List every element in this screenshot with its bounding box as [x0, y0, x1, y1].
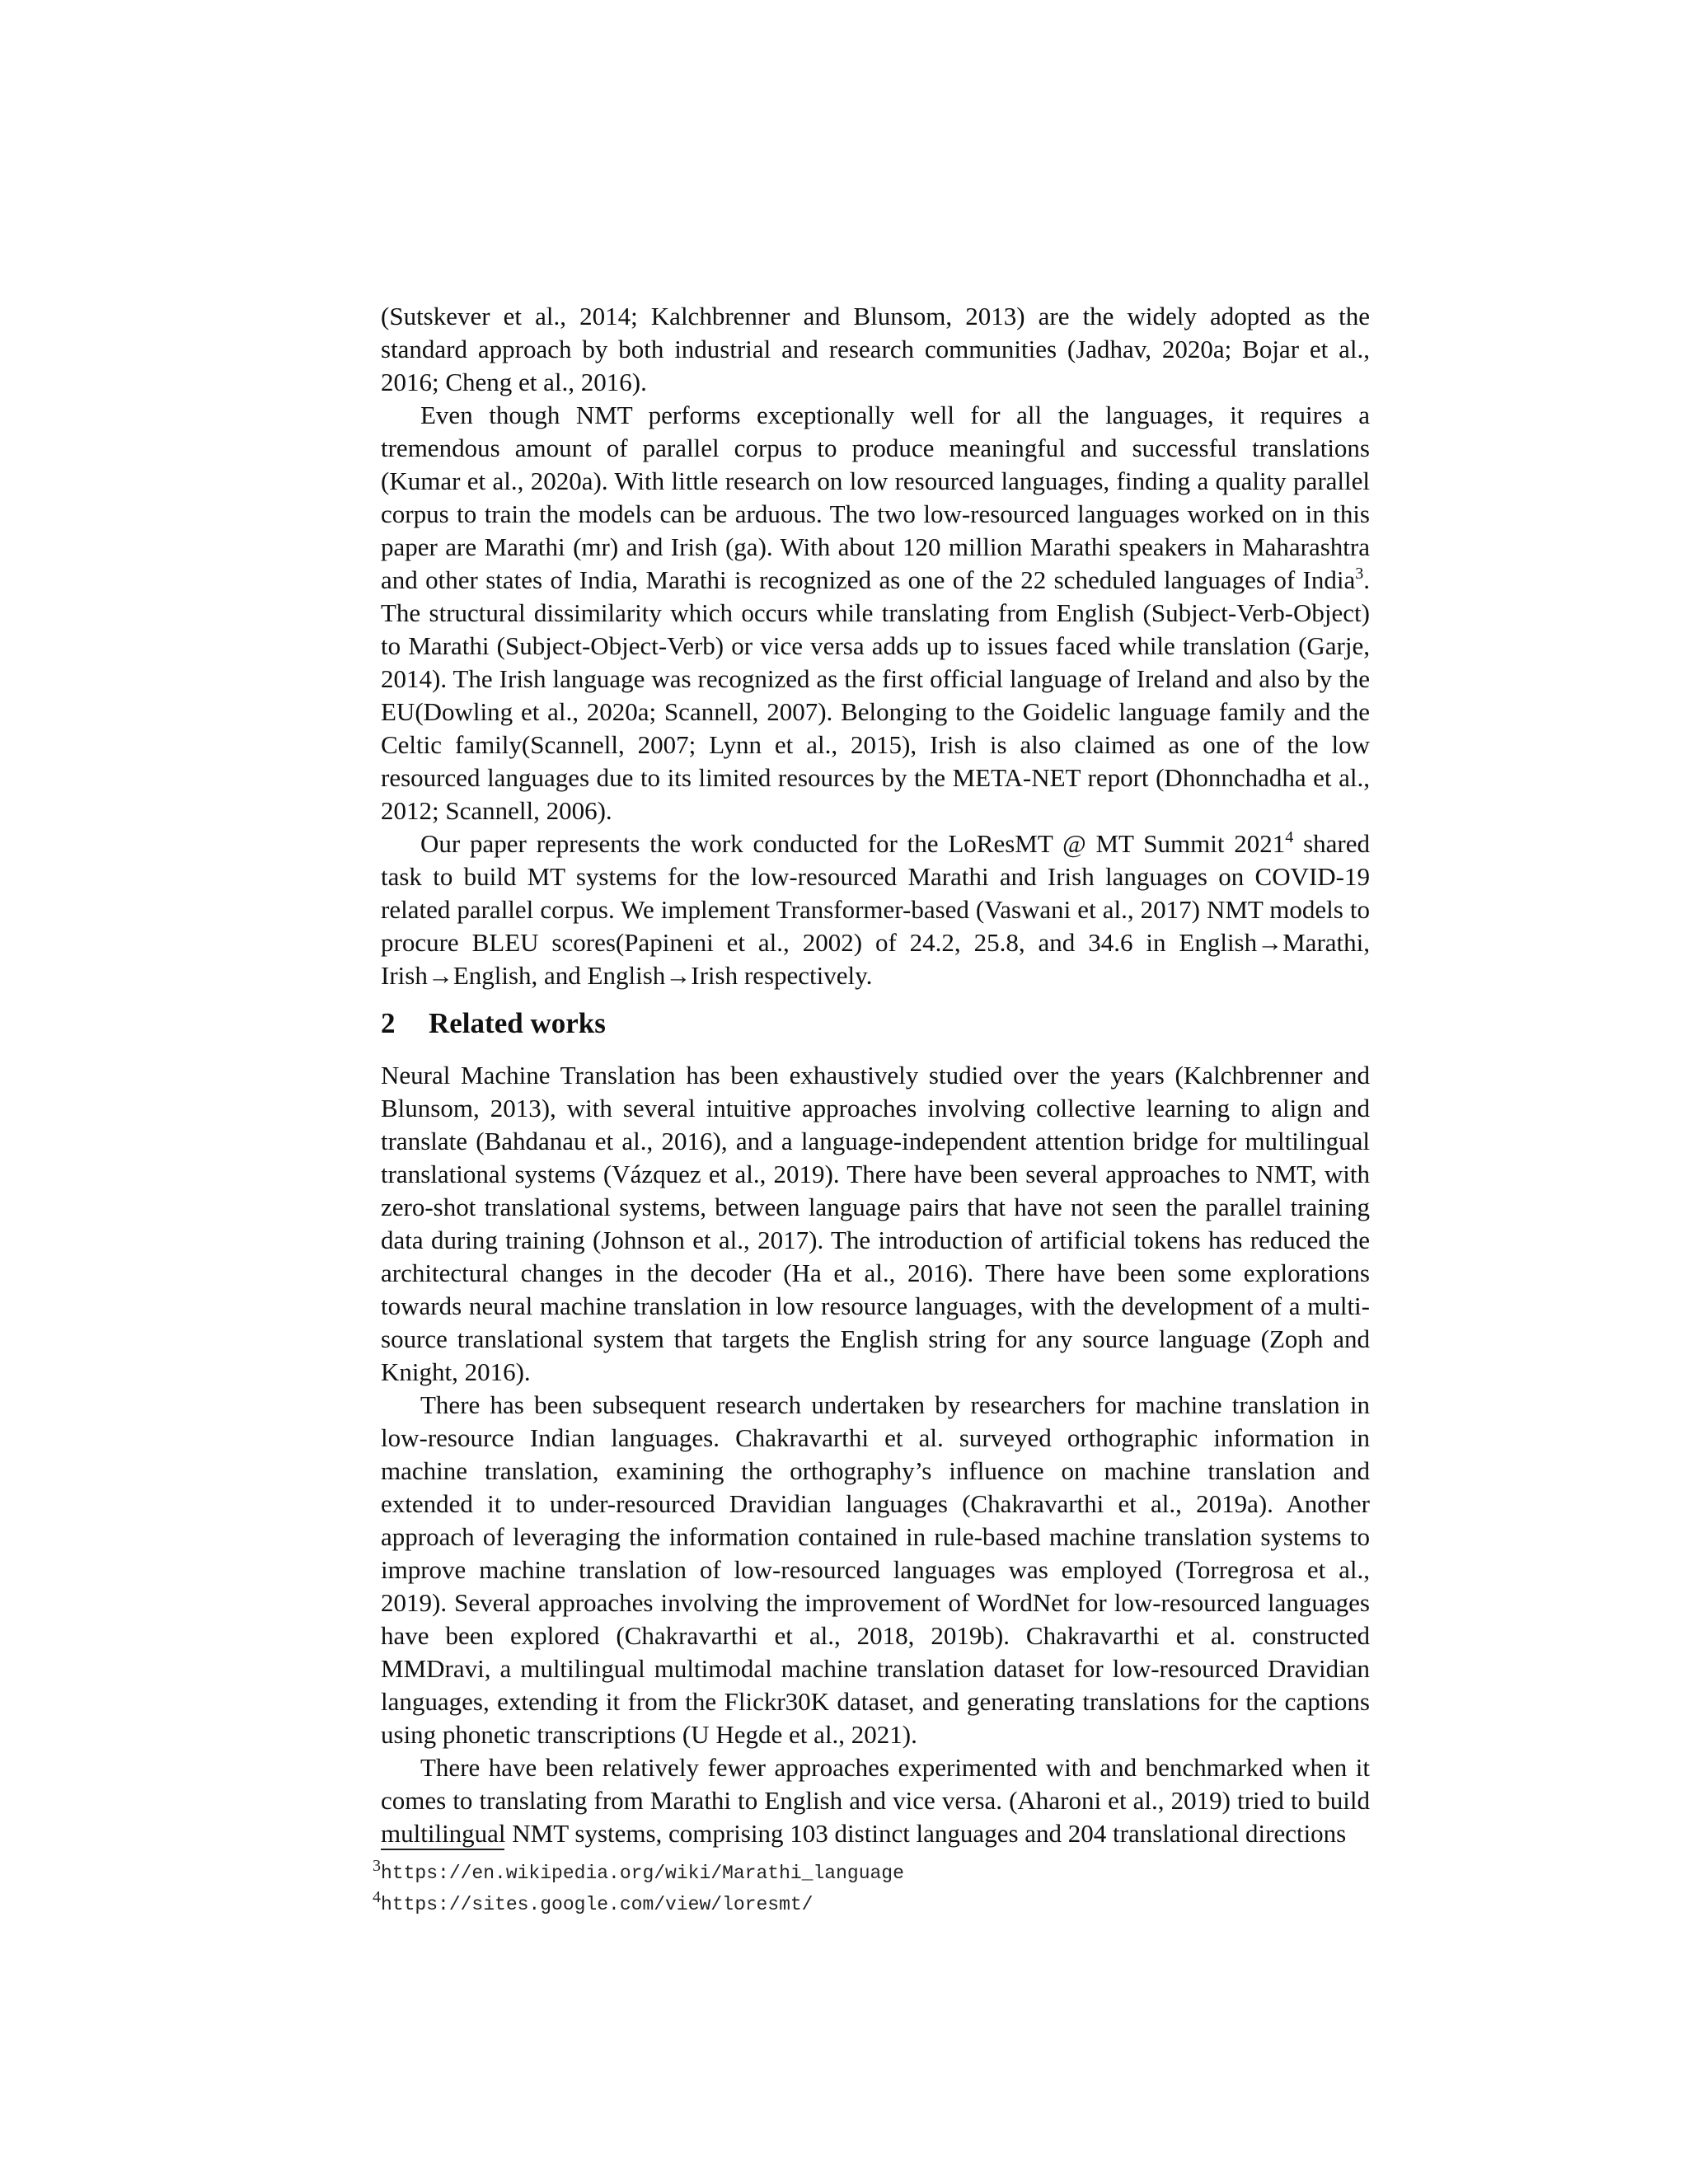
intro-paragraph-2-text-b: . The structural dissimilarity which occurs while translating from English (Subject-Verb-Object) to Marathi (Subject-Object-Verb) or vice versa adds up to issues faced while translation (Garje, 2014). The Irish language was recognized as the first official language of Ireland and also by the EU(Dowling et al., 2020a; Scannell, 2007). Belonging to the Goidelic language family and the Celtic family(Scannell, 2007; Lynn et al., 2015), Irish is also claimed as one of the low resourced languages due to its limited resources by the META-NET report (Dhonnchadha et al., 2012; Scannell, 2006). — [381, 565, 1370, 825]
footnote-3 — [373, 1858, 904, 1889]
introduction-continuation — [381, 300, 1370, 992]
footnote-ref-4[interactable]: 4 — [1285, 828, 1294, 846]
intro-paragraph-3 — [381, 827, 1370, 992]
footnote-ref-3[interactable]: 3 — [1355, 565, 1364, 583]
footnote-link[interactable]: https://en.wikipedia.org/wiki/Marathi_language — [381, 1863, 904, 1884]
intro-paragraph-3-text-a: Our paper represents the work conducted for the LoResMT @ MT Summit 2021 — [420, 829, 1286, 858]
footnote-mark: 3 — [373, 1857, 381, 1875]
intro-paragraph-2 — [381, 399, 1370, 827]
intro-paragraph-3-text-b: shared task to build MT systems for the low-resourced Marathi and Irish languages on COVID-19 related parallel corpus. We implement Transformer-based (Vaswani et al., 2017) NMT models to procure BLEU scores(Papineni et al., 2002) of 24.2, 25.8, and 34.6 in English→Marathi, Irish→English, and English→Irish respectively. — [381, 829, 1371, 990]
footnote-divider — [381, 1849, 504, 1850]
related-paragraph-1: Neural Machine Translation has been exhaustively studied over the years (Kalchbrenner and Blunsom, 2013), with several intuitive approaches involving collective learning to align and translate (Bahdanau et al., 2016), and a language-independent attention bridge for multilingual translational systems (Vázquez et al., 2019). There have been several approaches to NMT, with zero-shot translational systems, between language pairs that have not seen the parallel training data during training (Johnson et al., 2017). The introduction of artificial tokens has reduced the architectural changes in the decoder (Ha et al., 2016). There have been some explorations towards neural machine translation in low resource languages, with the development of a multi-source translational system that targets the English string for any source language (Zoph and Knight, 2016). — [381, 1061, 1370, 1386]
section-title: Related works — [429, 1007, 606, 1039]
related-works-body — [381, 1059, 1370, 1850]
footnote-mark: 4 — [373, 1888, 381, 1906]
section-heading — [381, 1004, 606, 1043]
intro-paragraph-1: (Sutskever et al., 2014; Kalchbrenner and Blunsom, 2013) are the widely adopted as the standard approach by both industrial and research communities (Jadhav, 2020a; Bojar et al., 2016; Cheng et al., 2016). — [381, 302, 1370, 396]
footnote-4 — [373, 1889, 904, 1920]
intro-paragraph-2-text-a: Even though NMT performs exceptionally well for all the languages, it requires a tremendous amount of parallel corpus to produce meaningful and successful translations (Kumar et al., 2020a). With little research on low resourced languages, finding a quality parallel corpus to train the models can be arduous. The two low-resourced languages worked on in this paper are Marathi (mr) and Irish (ga). With about 120 million Marathi speakers in Maharashtra and other states of India, Marathi is recognized as one of the 22 scheduled languages of India — [381, 401, 1370, 594]
section-number: 2 — [381, 1007, 396, 1039]
related-paragraph-3: There have been relatively fewer approaches experimented with and benchmarked when it comes to translating from Marathi to English and vice versa. (Aharoni et al., 2019) tried to build multilingual NMT systems, comprising 103 distinct languages and 204 translational directions — [381, 1753, 1370, 1848]
footnote-link[interactable]: https://sites.google.com/view/loresmt/ — [381, 1894, 814, 1915]
footnotes — [373, 1858, 904, 1920]
related-paragraph-2: There has been subsequent research undertaken by researchers for machine translation in low-resource Indian languages. Chakravarthi et al. surveyed orthographic information in machine translation, examining the orthography’s influence on machine translation and extended it to under-resourced Dravidian languages (Chakravarthi et al., 2019a). Another approach of leveraging the information contained in rule-based machine translation systems to improve machine translation of low-resourced languages was employed (Torregrosa et al., 2019). Several approaches involving the improvement of WordNet for low-resourced languages have been explored (Chakravarthi et al., 2018, 2019b). Chakravarthi et al. constructed MMDravi, a multilingual multimodal machine translation dataset for low-resourced Dravidian languages, extending it from the Flickr30K dataset, and generating translations for the captions using phonetic transcriptions (U Hegde et al., 2021). — [381, 1390, 1370, 1749]
